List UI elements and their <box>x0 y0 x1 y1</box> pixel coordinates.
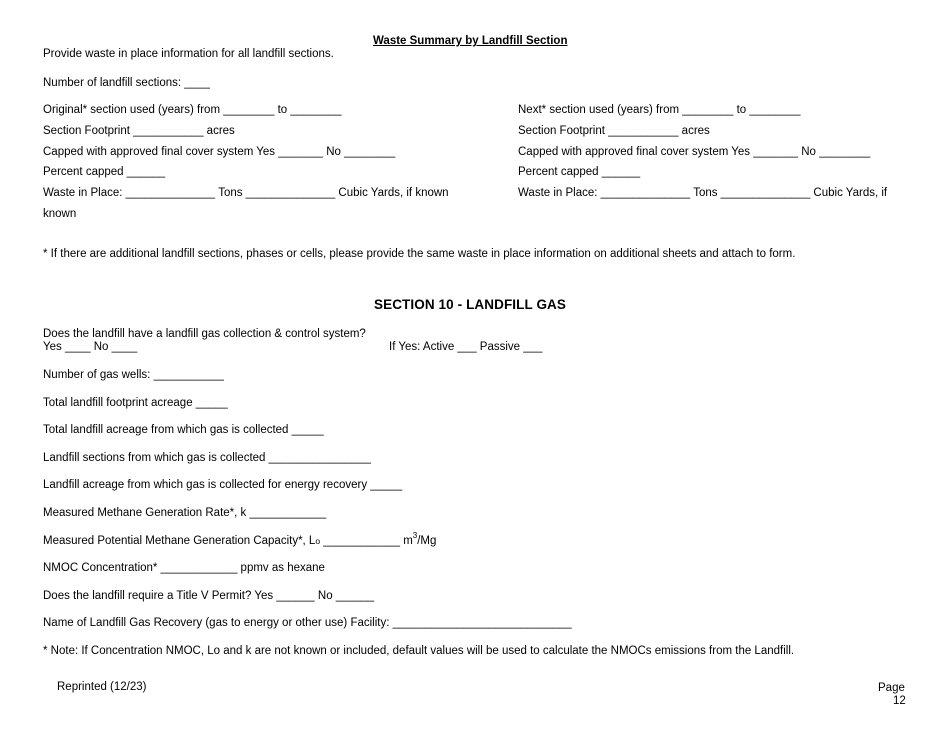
next-section-footprint-field: Section Footprint ___________ acres <box>518 125 710 137</box>
footprint-acreage-field: Total landfill footprint acreage _____ <box>43 397 228 409</box>
capacity-subscript: o <box>315 536 321 546</box>
reprinted-date: Reprinted (12/23) <box>57 681 147 693</box>
original-section-footprint-field: Section Footprint ___________ acres <box>43 125 235 137</box>
default-values-note: * Note: If Concentration NMOC, Lo and k are not known or included, default values will be used to calculate the NMOCs emissions from the Landfill. <box>43 645 795 657</box>
methane-generation-rate-field: Measured Methane Generation Rate*, k ____________ <box>43 507 327 519</box>
next-section-years-field: Next* section used (years) from ________ to ________ <box>518 104 801 116</box>
next-section-waste-in-place-field: Waste in Place: ______________ Tons ______________ Cubic Yards, if <box>518 187 888 199</box>
additional-sections-footnote: * If there are additional landfill sections, phases or cells, please provide the same waste in place information on additional sheets and attach to form. <box>43 248 796 260</box>
capacity-label: Measured Potential Methane Generation Capacity*, L <box>43 535 316 547</box>
next-section-capped-field: Capped with approved final cover system Yes _______ No ________ <box>518 146 871 158</box>
energy-recovery-acreage-field: Landfill acreage from which gas is collected for energy recovery _____ <box>43 479 403 491</box>
sections-collected-field: Landfill sections from which gas is collected ________________ <box>43 452 371 464</box>
section-10-heading: SECTION 10 - LANDFILL GAS <box>374 297 567 312</box>
number-of-sections-field: Number of landfill sections: ____ <box>43 77 210 89</box>
gas-wells-field: Number of gas wells: ___________ <box>43 369 224 381</box>
methane-generation-capacity-field <box>43 531 437 547</box>
next-section-percent-capped-field: Percent capped ______ <box>518 166 641 178</box>
gas-collection-yes-no-field: Yes ____ No ____ <box>43 341 138 353</box>
capacity-unit: /Mg <box>417 535 437 547</box>
original-section-years-field: Original* section used (years) from ________ to ________ <box>43 104 342 116</box>
waste-summary-title: Waste Summary by Landfill Section <box>373 35 568 47</box>
capacity-blank: ____________ m <box>320 535 413 547</box>
title-v-permit-field: Does the landfill require a Title V Permit? Yes ______ No ______ <box>43 590 375 602</box>
waste-summary-intro: Provide waste in place information for all landfill sections. <box>43 48 334 60</box>
acreage-collected-field: Total landfill acreage from which gas is collected _____ <box>43 424 324 436</box>
gas-collection-type-field: If Yes: Active ___ Passive ___ <box>389 341 543 353</box>
original-section-percent-capped-field: Percent capped ______ <box>43 166 166 178</box>
original-section-waste-in-place-field: Waste in Place: ______________ Tons ______________ Cubic Yards, if known <box>43 187 449 199</box>
gas-recovery-facility-field: Name of Landfill Gas Recovery (gas to energy or other use) Facility: ____________________________ <box>43 617 572 629</box>
nmoc-concentration-field: NMOC Concentration* ____________ ppmv as hexane <box>43 562 325 574</box>
gas-collection-question: Does the landfill have a landfill gas collection & control system? <box>43 328 366 340</box>
right-waste-in-place-wrap: known <box>43 208 77 220</box>
page-label: Page <box>878 682 905 694</box>
original-section-capped-field: Capped with approved final cover system Yes _______ No ________ <box>43 146 396 158</box>
capacity-superscript: 3 <box>412 531 418 541</box>
page-number: 12 <box>893 695 906 707</box>
